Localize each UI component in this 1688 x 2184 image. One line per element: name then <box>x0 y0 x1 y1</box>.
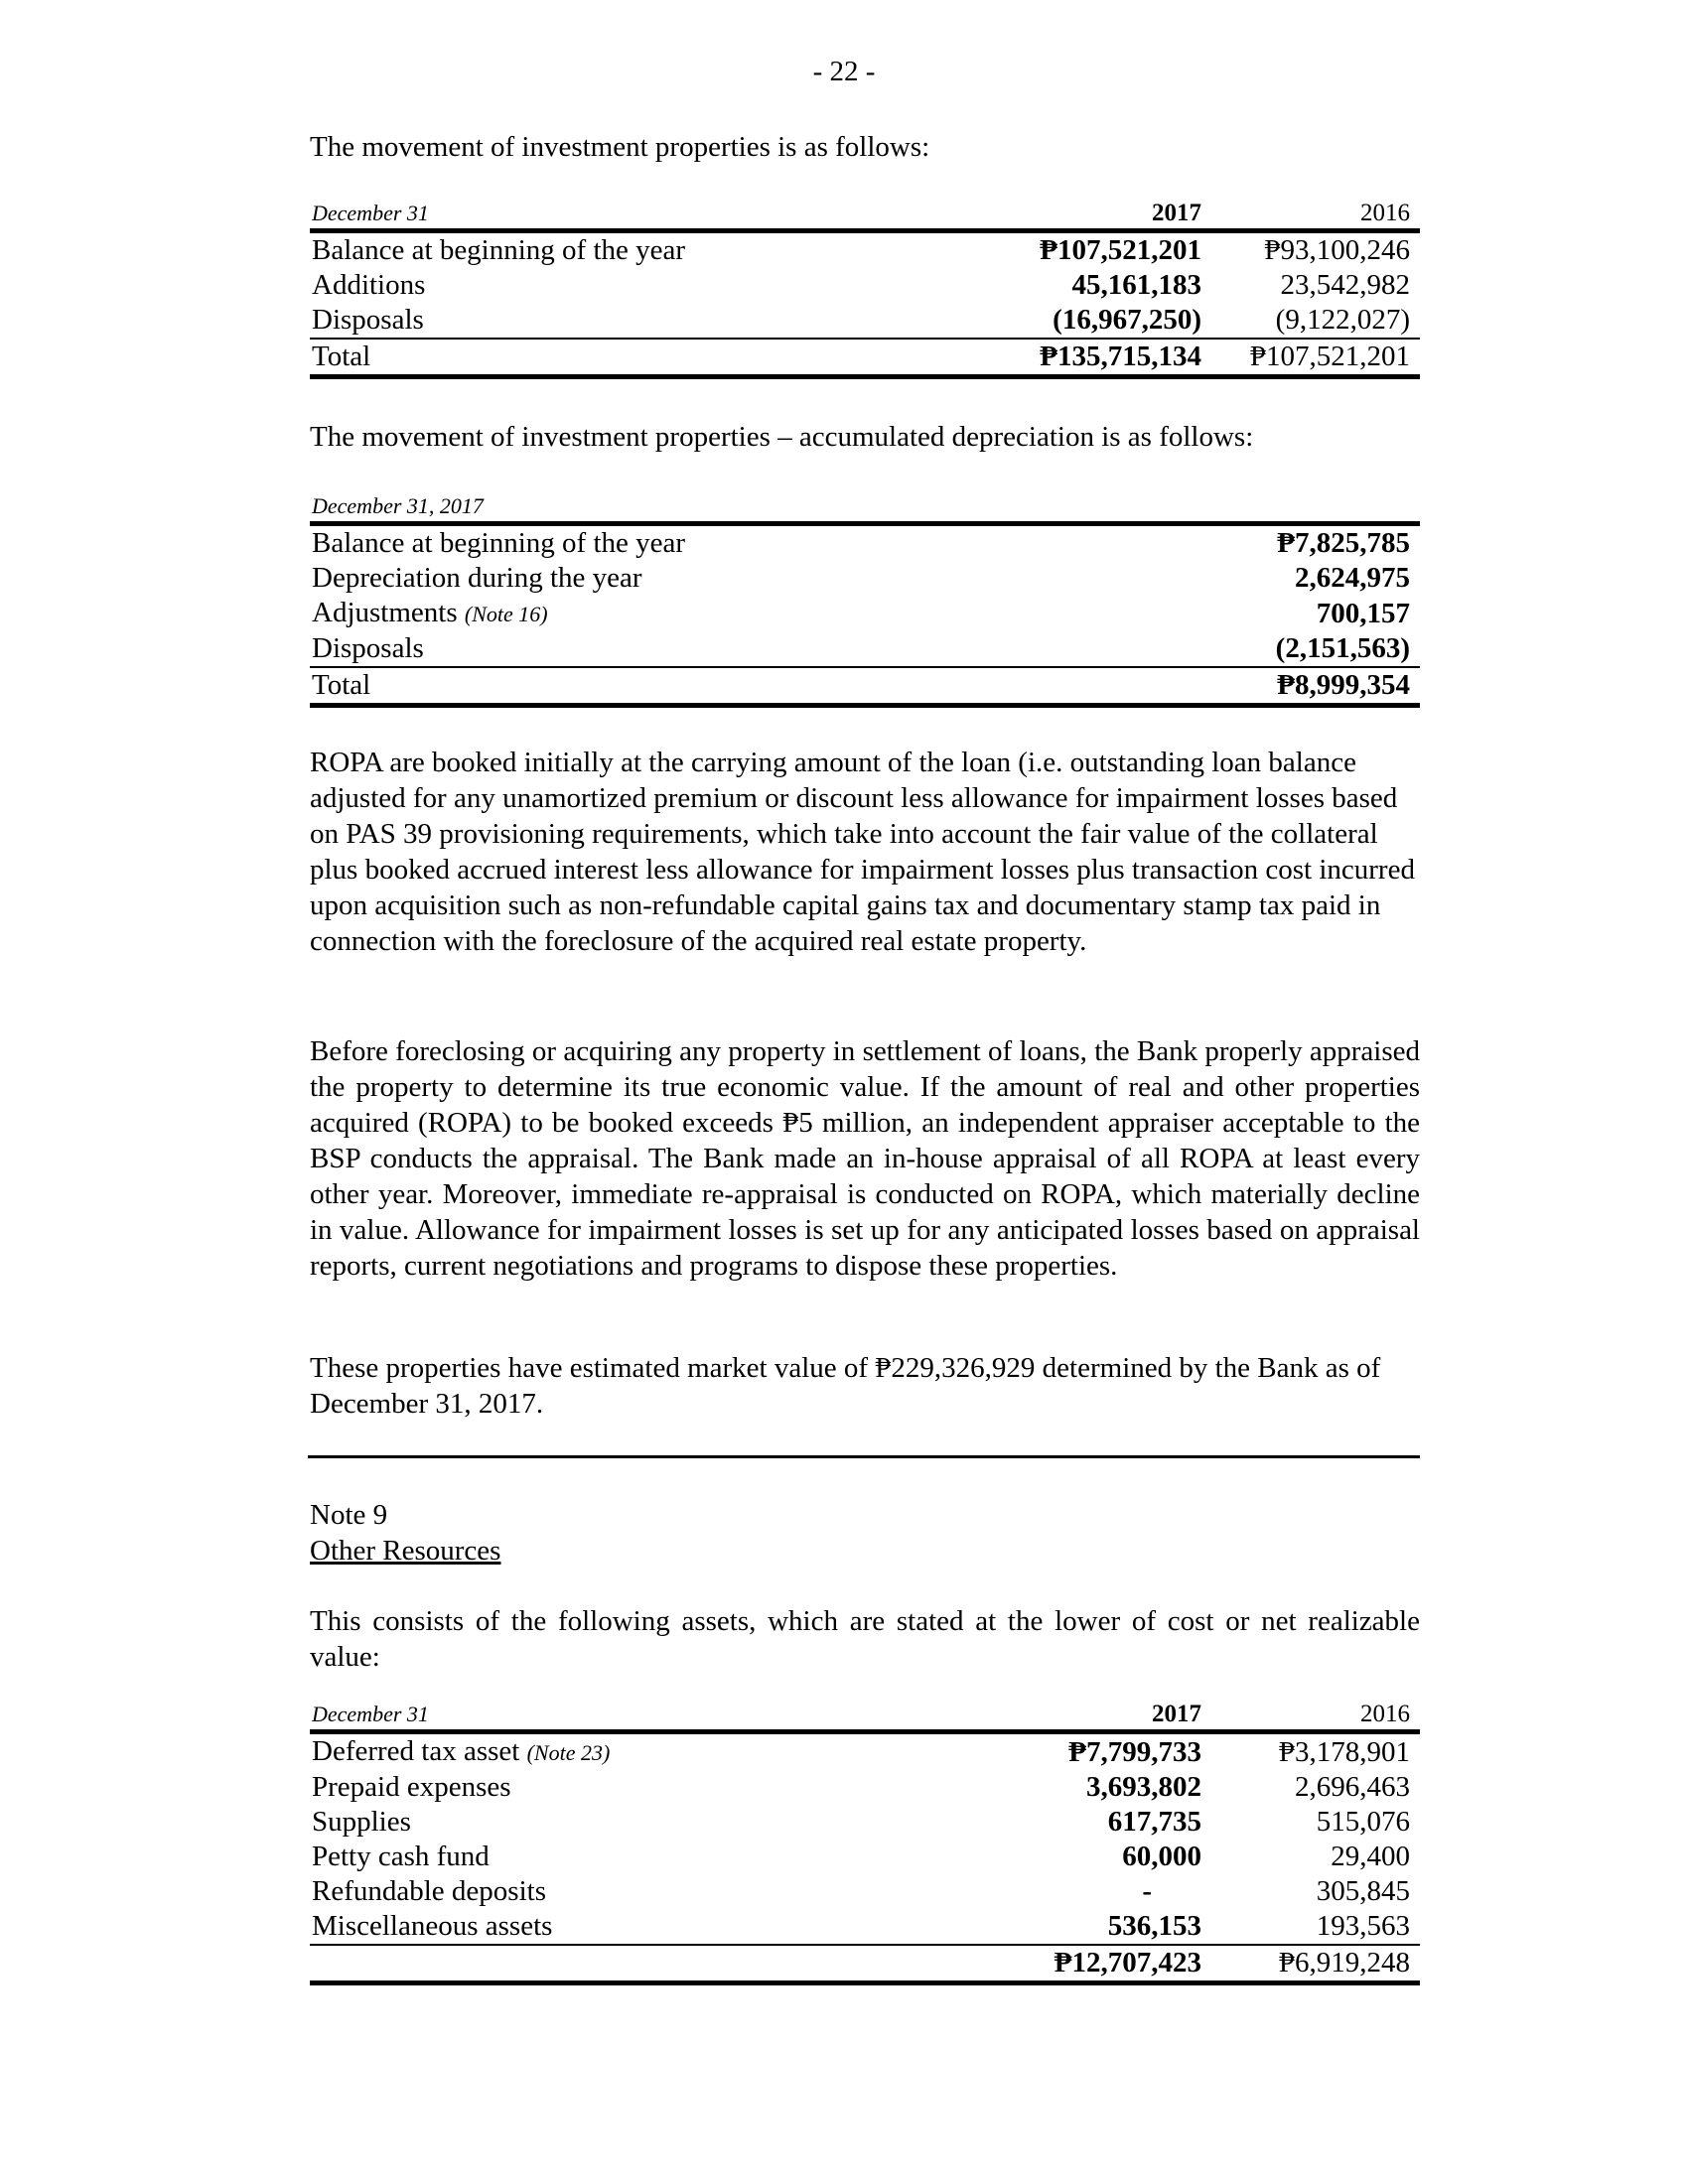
ropa-booking-paragraph: ROPA are booked initially at the carrying amount of the loan (i.e. outstanding loan balance adjusted for any unamortized premium or discount less allowance for impairment losses based on PAS 39 provisioning requirements, which take into account the fair value of the collateral plus booked accrued interest less allowance for impairment losses plus transaction cost incurred upon acquisition such as non-refundable capital gains tax and documentary stamp tax paid in connection with the foreclosure of the acquired real estate property. <box>310 747 1415 957</box>
header-2016: 2016 <box>1211 199 1420 231</box>
value-2017: 45,161,183 <box>1071 269 1201 301</box>
value-2016: 515,076 <box>1316 1806 1410 1838</box>
investment-properties-table <box>310 199 1420 379</box>
total-2017: ₱12,707,423 <box>1003 1945 1211 1983</box>
table-row <box>310 631 1420 667</box>
row-label: Prepaid expenses <box>312 1771 511 1803</box>
accumulated-depreciation-table <box>310 491 1420 708</box>
note-reference: (Note 23) <box>526 1740 611 1765</box>
header-2017: 2017 <box>1003 199 1211 231</box>
header-2016: 2016 <box>1211 1700 1420 1732</box>
row-label: Disposals <box>310 303 1003 339</box>
table-row <box>310 268 1420 303</box>
value-2016: (9,122,027) <box>1211 303 1420 339</box>
section-divider <box>308 1455 1420 1458</box>
accumulated-depreciation-intro: The movement of investment properties – accumulated depreciation is as follows: <box>310 421 1254 453</box>
investment-properties-intro: The movement of investment properties is as follows: <box>310 131 930 163</box>
value-2016: 23,542,982 <box>1280 269 1410 301</box>
value-2016: 2,696,463 <box>1295 1771 1410 1803</box>
table-total-row <box>310 667 1420 706</box>
value-2017: 536,153 <box>1003 1909 1211 1945</box>
total-2016: ₱107,521,201 <box>1211 339 1420 377</box>
row-label: Supplies <box>312 1806 411 1838</box>
table-row <box>310 1909 1420 1945</box>
table-row <box>310 1770 1420 1805</box>
table-row <box>310 596 1420 631</box>
row-value: 700,157 <box>1316 597 1410 629</box>
table-total-row <box>310 1945 1420 1983</box>
row-label-with-note <box>310 1732 1003 1771</box>
row-label: Deferred tax asset <box>312 1735 520 1767</box>
row-label: Disposals <box>310 631 1211 667</box>
value-2017: 3,693,802 <box>1086 1771 1201 1803</box>
total-value: ₱8,999,354 <box>1211 667 1420 706</box>
total-label <box>310 1945 1003 1983</box>
row-value: 2,624,975 <box>1295 562 1410 594</box>
value-2017: (16,967,250) <box>1003 303 1211 339</box>
row-label: Adjustments <box>312 597 458 628</box>
market-value-paragraph: These properties have estimated market value of ₱229,326,929 determined by the Bank as of December 31, 2017. <box>310 1352 1381 1420</box>
value-2017: ₱107,521,201 <box>1040 234 1201 266</box>
table-header-row <box>310 1700 1420 1732</box>
header-blank <box>1211 491 1420 524</box>
row-value: (2,151,563) <box>1211 631 1420 667</box>
header-2017: 2017 <box>1003 1700 1211 1732</box>
table-row <box>310 1805 1420 1840</box>
page-number: - 22 - <box>812 56 876 87</box>
total-2017: ₱135,715,134 <box>1003 339 1211 377</box>
row-label: Balance at beginning of the year <box>312 234 686 266</box>
table-header-row <box>310 491 1420 524</box>
value-2016: ₱93,100,246 <box>1264 234 1410 266</box>
header-date-label: December 31 <box>310 1700 1003 1732</box>
note-reference: (Note 16) <box>464 602 548 626</box>
header-date-label: December 31 <box>310 199 1003 231</box>
value-2016: ₱3,178,901 <box>1278 1735 1410 1768</box>
row-label: Balance at beginning of the year <box>312 527 686 559</box>
header-date-label: December 31, 2017 <box>310 491 1211 524</box>
row-label: Petty cash fund <box>312 1841 490 1872</box>
row-value: ₱7,825,785 <box>1277 527 1410 559</box>
value-2017: - <box>1142 1875 1152 1907</box>
row-label: Refundable deposits <box>312 1875 546 1907</box>
row-label: Additions <box>312 269 426 301</box>
table-row <box>310 1874 1420 1909</box>
table-total-row <box>310 339 1420 377</box>
total-label: Total <box>310 339 1003 377</box>
total-label: Total <box>310 667 1211 706</box>
note-number: Note 9 <box>310 1499 388 1531</box>
value-2016: 305,845 <box>1316 1875 1410 1907</box>
value-2016: 193,563 <box>1211 1909 1420 1945</box>
table-header-row <box>310 199 1420 231</box>
row-label: Miscellaneous assets <box>310 1909 1003 1945</box>
table-row <box>310 1840 1420 1874</box>
other-resources-table <box>310 1700 1420 1985</box>
table-row <box>310 1732 1420 1771</box>
row-label-with-note <box>310 596 1211 631</box>
table-row <box>310 561 1420 596</box>
table-row <box>310 231 1420 269</box>
value-2017: 617,735 <box>1107 1806 1201 1838</box>
value-2017: ₱7,799,733 <box>1068 1735 1201 1768</box>
note9-intro: This consists of the following assets, which are stated at the lower of cost or net realizable value: <box>310 1605 1420 1673</box>
total-2016: ₱6,919,248 <box>1211 1945 1420 1983</box>
note-heading: Other Resources <box>310 1535 501 1567</box>
value-2017: 60,000 <box>1122 1841 1201 1872</box>
table-row <box>310 524 1420 562</box>
row-label: Depreciation during the year <box>312 562 642 594</box>
table-row <box>310 303 1420 339</box>
appraisal-paragraph: Before foreclosing or acquiring any property in settlement of loans, the Bank properly appraised the property to determine its true economic value. If the amount of real and other properties acquired (ROPA) to be booked exceeds ₱5 million, an independent appraiser acceptable to the BSP conducts the appraisal. The Bank made an in-house appraisal of all ROPA at least every other year. Moreover, immediate re-appraisal is conducted on ROPA, which materially decline in value. Allowance for impairment losses is set up for any anticipated losses based on appraisal reports, current negotiations and programs to dispose these properties. <box>310 1035 1420 1282</box>
value-2016: 29,400 <box>1331 1841 1410 1872</box>
